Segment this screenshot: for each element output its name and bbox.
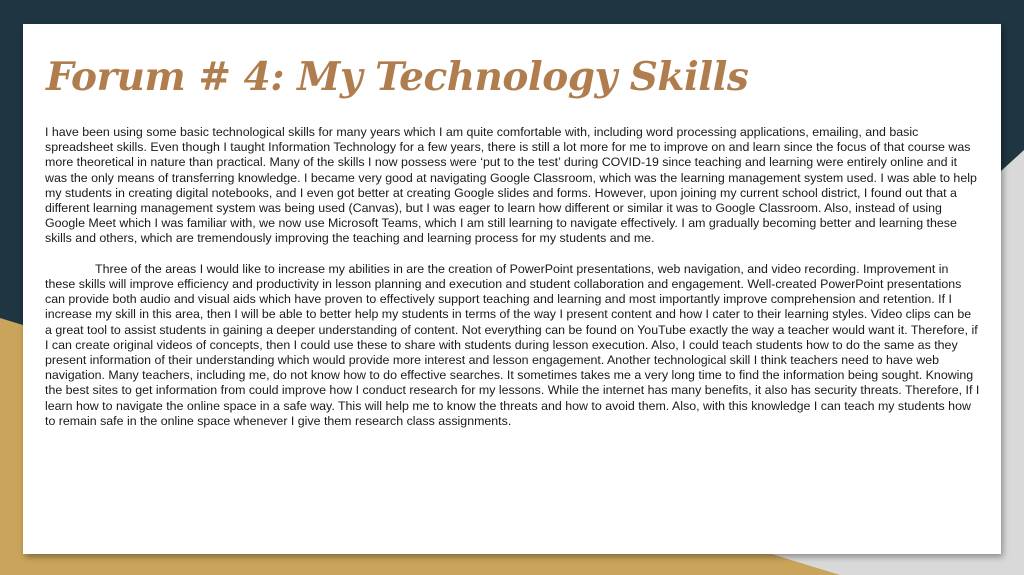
slide-body: [45, 125, 981, 429]
slide-card: [23, 24, 1001, 554]
paragraph-1: I have been using some basic technological skills for many years which I am quite comfortable with, including word processing applications, emailing, and basic spreadsheet skills. Even though I taught Information Technology for a few years, there is still a lot more for me to improve on and learn since the focus of that course was more theoretical in nature than practical. Many of the skills I now possess were ‘put to the test’ during COVID-19 since teaching and learning were entirely online and it was the only means of transferring knowledge. I became very good at navigating Google Classroom, which was the learning management system used. I was able to help my students in creating digital notebooks, and I even got better at creating Google slides and forms. However, upon joining my current school district, I found out that a different learning management system was being used (Canvas), but I was eager to learn how different or similar it was to Google Classroom. Also, instead of using Google Meet which I was familiar with, we now use Microsoft Teams, which I am still learning to navigate effectively. I am gradually becoming better and learning these skills and others, which are tremendously improving the teaching and learning process for my students and me.: [45, 125, 977, 246]
slide-title: Forum # 4: My Technology Skills: [46, 54, 749, 100]
paragraph-2: Three of the areas I would like to increase my abilities in are the creation of PowerPoint presentations, web navigation, and video recording. Improvement in these skills will improve efficiency and productivity in lesson planning and execution and student collaboration and engagement. Well-created PowerPoint presentations can provide both audio and visual aids which have proven to effectively support teaching and learning and most importantly improve comprehension and retention. If I increase my skill in this area, then I will be able to better help my students in terms of the way I present content and how I cater to their learning styles. Video clips can be a great tool to assist students in gaining a deeper understanding of content. Not everything can be found on YouTube exactly the way a teacher would want it. Therefore, if I can create original videos of concepts, then I could use these to share with students during lesson execution. Also, I could teach students how to do the same as they present information of their understanding which would provide more interest and lesson engagement. Another technological skill I think teachers need to have web navigation. Many teachers, including me, do not know how to do effective searches. It sometimes takes me a very long time to find the information being sought. Knowing the best sites to get information from could improve how I conduct research for my lessons. While the internet has many benefits, it also has security threats. Therefore, If I learn how to navigate the online space in a safe way. This will help me to know the threats and how to avoid them. Also, with this knowledge I can teach my students how to remain safe in the online space whenever I give them research class assignments.: [45, 261, 980, 428]
